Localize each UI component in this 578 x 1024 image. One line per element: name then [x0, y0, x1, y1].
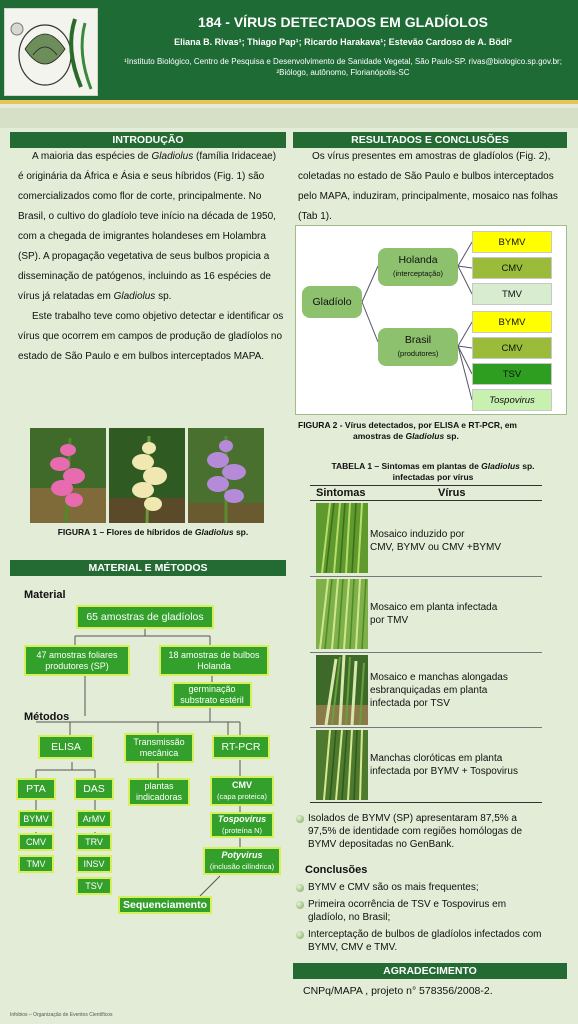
das-item: TRV: [76, 833, 112, 851]
node-gladiolo: Gladíolo: [302, 286, 362, 318]
node-plantas-indicadoras: plantas indicadoras: [128, 778, 190, 806]
node-pta: PTA: [16, 778, 56, 800]
node-transmissao: Transmissão mecânica: [124, 733, 194, 763]
figure-1-caption: FIGURA 1 – Flores de híbridos de Gladiolus sp.: [57, 527, 249, 537]
table-header-sintomas: Sintomas: [316, 487, 366, 499]
table-1-caption: TABELA 1 – Sintomas em plantas de Gladiolus sp. infectadas por vírus: [331, 461, 535, 482]
node-germinacao: germinação substrato estéril: [172, 682, 252, 708]
figure-2-caption: FIGURA 2 - Vírus detectados, por ELISA e RT-PCR, em amostras de Gladiolus sp.: [298, 420, 517, 441]
holanda-virus-cmv: CMV: [472, 257, 552, 279]
table-header-rule: [310, 500, 542, 501]
brasil-virus-bymv: BYMV: [472, 311, 552, 333]
material-label: Material: [24, 589, 66, 601]
node-tospovirus-proteina: Tospovirus (proteína N): [210, 812, 274, 838]
conclusion-item: Interceptação de bulbos de gladíolos infectados com BYMV, CMV e TMV.: [296, 928, 562, 954]
section-heading-resultados: RESULTADOS E CONCLUSÕES: [293, 132, 567, 148]
table-row-rule: [310, 727, 542, 728]
metodos-label: Métodos: [24, 711, 70, 723]
table-bottom-rule: [310, 802, 542, 803]
leaf-photo-tsv: [316, 655, 368, 725]
table-row-rule: [310, 576, 542, 577]
das-item: TSV: [76, 877, 112, 895]
acknowledgement-text: CNPq/MAPA , projeto n° 578356/2008-2.: [303, 985, 493, 997]
brasil-virus-tospovirus: Tospovirus: [472, 389, 552, 411]
node-amostras-foliares: 47 amostras foliares produtores (SP): [24, 645, 130, 676]
conclusion-item: Primeira ocorrência de TSV e Tospovirus em gladíolo, no Brasil;: [296, 898, 542, 924]
node-65-amostras: 65 amostras de gladíolos: [76, 605, 214, 629]
authors: Eliana B. Rivas¹; Thiago Pap¹; Ricardo Harakava¹; Estevão Cardoso de A. Bödi²: [174, 37, 512, 47]
intro-paragraph-1: A maioria das espécies de Gladiolus (família Iridaceae) é originária da África e Ásia e seus híbridos (Fig. 1) são comercializados como flor de corte, principalmente. No Brasil, o cultivo do gladíolo teve início na década de 1950, com a chegada de imigrantes holandeses em Holambra (SP). A propagação vegetativa de seus bulbos propicia a disseminação de patógenos, incluindo as 16 espécies de vírus já relatadas em Gladiolus sp.: [18, 151, 277, 302]
node-sequenciamento: Sequenciamento: [118, 896, 212, 914]
node-elisa: ELISA: [38, 735, 94, 759]
affiliation-line-2: ²Biólogo, autônomo, Florianópolis-SC: [276, 68, 410, 77]
section-heading-agradecimento: AGRADECIMENTO: [293, 963, 567, 979]
conclusoes-label: Conclusões: [305, 864, 368, 876]
node-brasil: Brasil (produtores): [378, 328, 458, 366]
conclusion-item: BYMV e CMV são os mais frequentes;: [296, 881, 562, 894]
node-cmv-capa: CMV (capa proteica): [210, 776, 274, 806]
leaf-photo-mosaico: [316, 503, 368, 573]
node-potyvirus-inclusao: Potyvirus (inclusão cilíndrica): [203, 847, 281, 875]
holanda-virus-bymv: BYMV: [472, 231, 552, 253]
brasil-virus-tsv: TSV: [472, 363, 552, 385]
node-das: DAS: [74, 778, 114, 800]
leaf-photo-tmv: [316, 579, 368, 649]
results-intro: Os vírus presentes em amostras de gladíolos (Fig. 2), coletadas no estado de São Paulo e bulbos interceptados pelo MAPA, induziram, principalmente, mosaico nas folhas (Tab 1).: [298, 151, 558, 222]
node-rtpcr: RT-PCR: [212, 735, 270, 759]
node-holanda: Holanda (interceptação): [378, 248, 458, 286]
section-heading-material-metodos: MATERIAL E MÉTODOS: [10, 560, 286, 576]
result-isolados: Isolados de BYMV (SP) apresentaram 87,5% a 97,5% de identidade com regiões homólogas de BYMV depositadas no GenBank.: [296, 812, 542, 851]
node-amostras-bulbos: 18 amostras de bulbos Holanda: [159, 645, 269, 676]
table-row-4: Manchas cloróticas em planta infectada por BYMV + Tospovirus: [370, 753, 518, 777]
das-item: ArMV: [76, 810, 112, 828]
table-top-rule: [310, 485, 542, 486]
poster-title: 184 - VÍRUS DETECTADOS EM GLADÍOLOS: [198, 14, 488, 30]
table-row-3: Mosaico e manchas alongadas esbranquiçadas em planta infectada por TSV: [370, 672, 508, 709]
table-row-rule: [310, 652, 542, 653]
holanda-virus-tmv: TMV: [472, 283, 552, 305]
brasil-virus-cmv: CMV: [472, 337, 552, 359]
table-row-2: Mosaico em planta infectada por TMV: [370, 602, 498, 626]
pta-item: CMV: [18, 833, 54, 851]
leaf-photo-bymv-tospovirus: [316, 730, 368, 800]
pta-item: TMV: [18, 855, 54, 873]
das-item: INSV: [76, 855, 112, 873]
pta-item: BYMV: [18, 810, 54, 828]
figure-2-diagram: [295, 225, 567, 415]
affiliation-line-1: ¹Instituto Biológico, Centro de Pesquisa e Desenvolvimento de Sanidade Vegetal, São Paulo-SP. rivas@biologico.sp.gov.br;: [124, 57, 562, 66]
table-header-virus: Vírus: [438, 487, 466, 499]
section-heading-introducao: INTRODUÇÃO: [10, 132, 286, 148]
footer-credit: Infobios – Organização de Eventos Científicos: [10, 1012, 113, 1018]
table-row-1: Mosaico induzido por CMV, BYMV ou CMV +BYMV: [370, 529, 502, 553]
intro-paragraph-2: Este trabalho teve como objetivo detectar e identificar os vírus que ocorrem em campos de produção de gladíolos no estado de São Paulo e em bulbos interceptados MAPA.: [18, 311, 284, 362]
